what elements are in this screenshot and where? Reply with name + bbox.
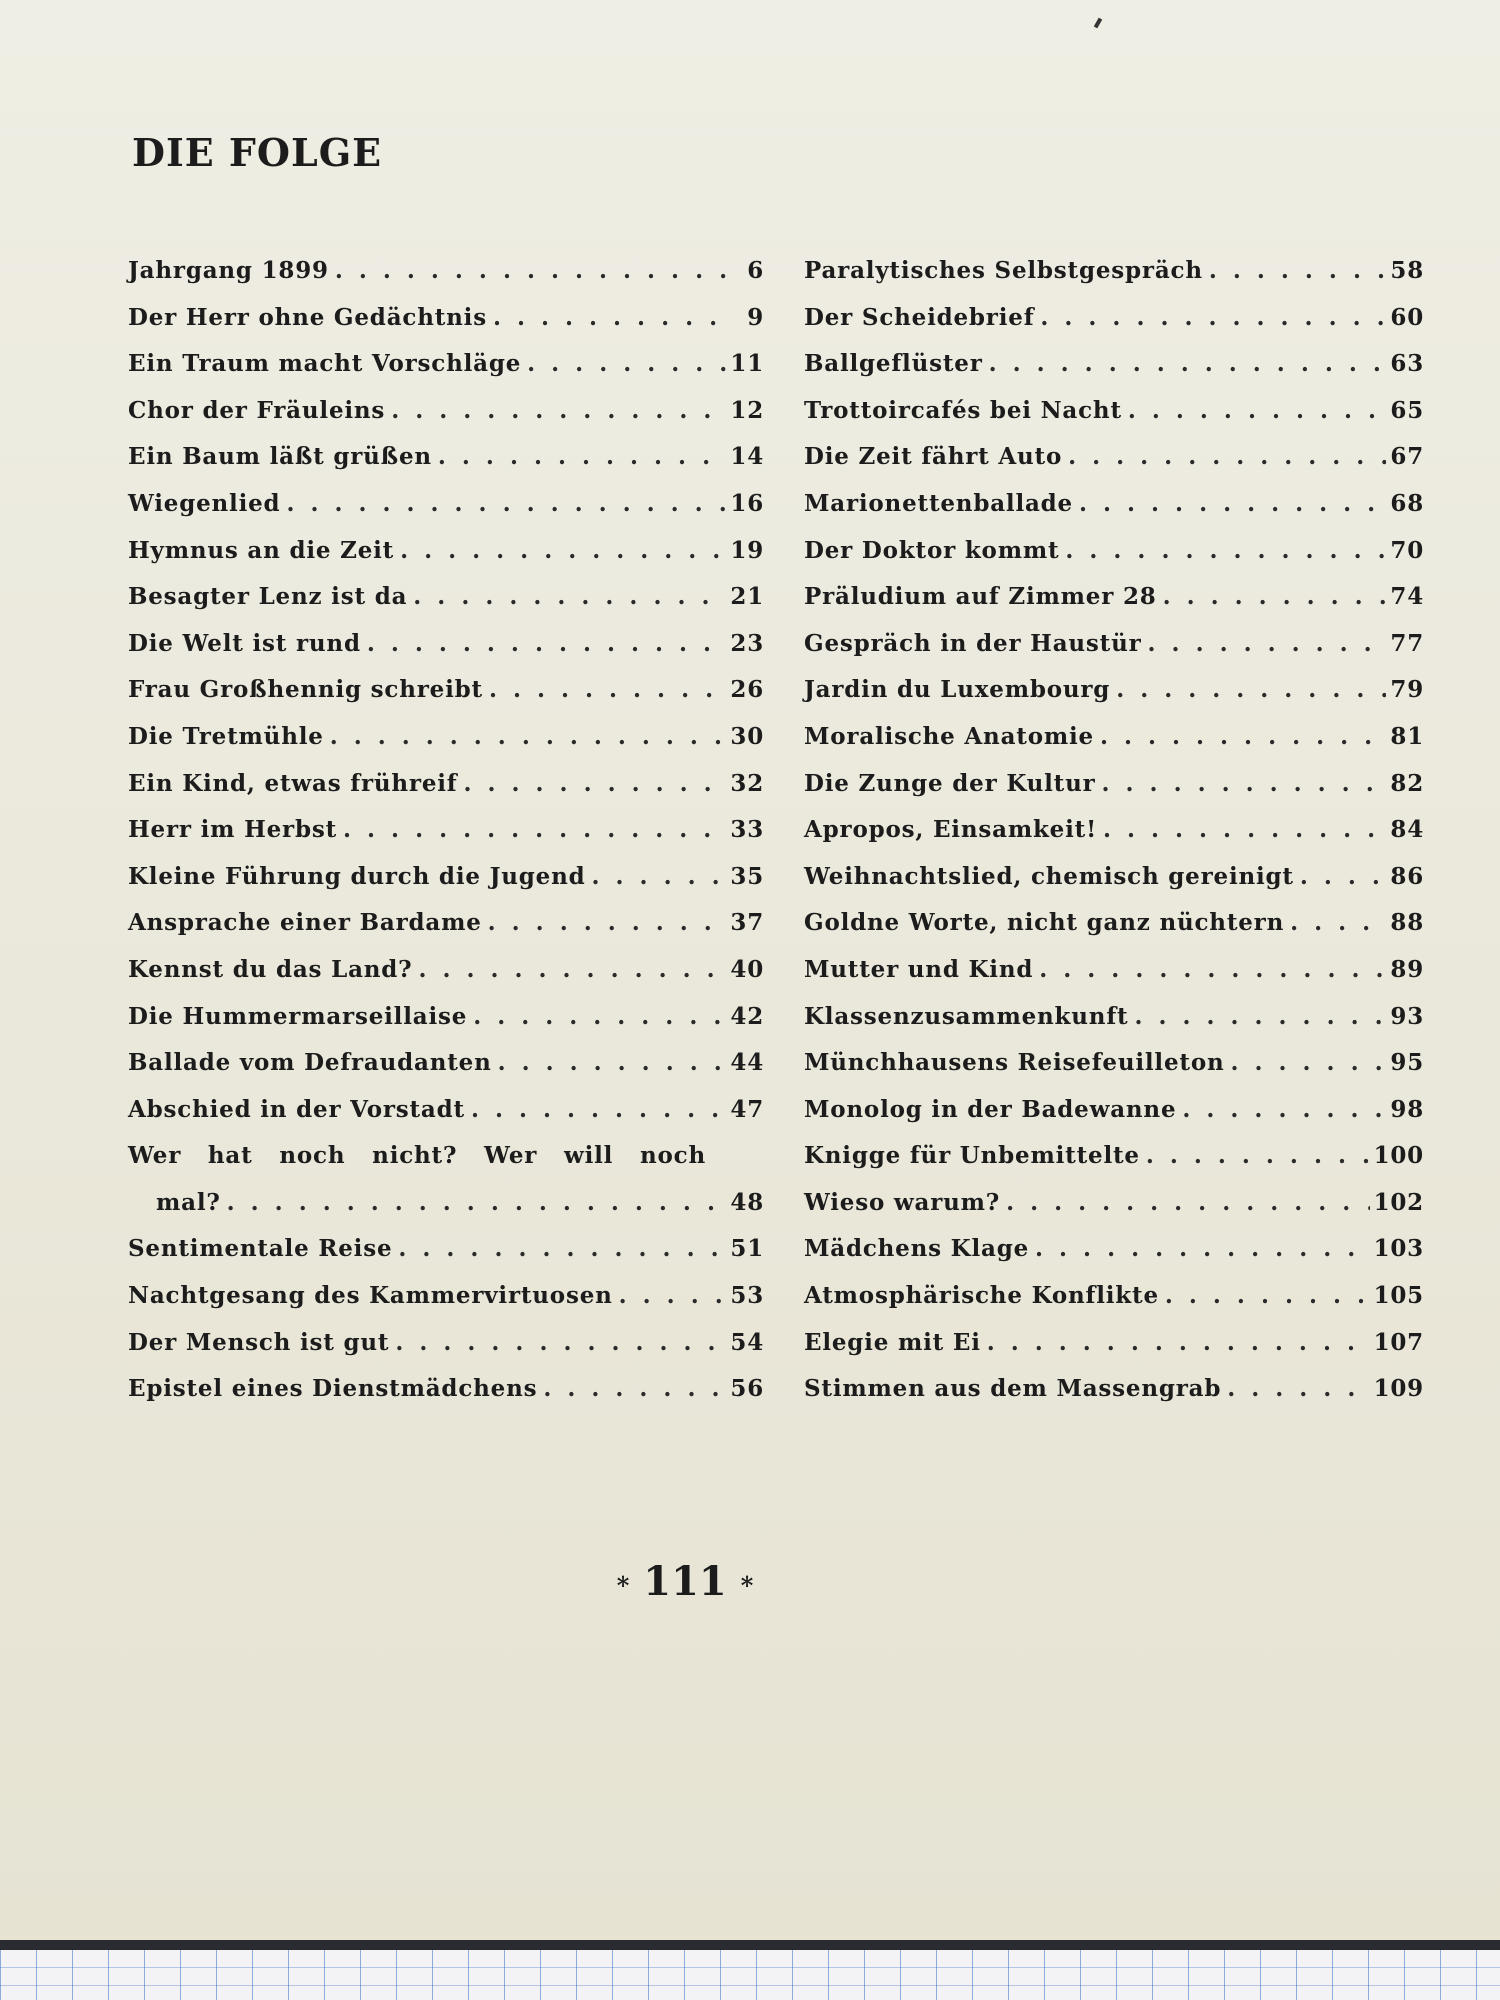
page-title: DIE FOLGE <box>132 130 383 175</box>
toc-entry-page: 32 <box>730 769 764 797</box>
footer-star-left: * <box>616 1570 630 1600</box>
toc-entry-title: Chor der Fräuleins <box>128 396 386 424</box>
toc-entry-page: 26 <box>730 676 764 704</box>
dot-leader <box>280 490 726 517</box>
toc-entry-page: 23 <box>730 629 764 657</box>
toc-entry-page: 98 <box>1390 1095 1424 1123</box>
toc-entry-page: 81 <box>1390 722 1424 750</box>
dot-leader <box>492 1049 727 1076</box>
toc-entry-title: Der Herr ohne Gedächtnis <box>128 303 487 331</box>
toc-entry <box>804 1142 1424 1189</box>
dot-leader <box>487 304 730 331</box>
toc-entry <box>804 630 1424 677</box>
toc-entry-title: Trottoircafés bei Nacht <box>804 396 1122 424</box>
dot-leader <box>1140 1142 1370 1169</box>
toc-entry-page: 107 <box>1373 1328 1424 1356</box>
toc-entry-page: 109 <box>1373 1375 1424 1403</box>
toc-entry-title: Kleine Führung durch die Jugend <box>128 862 586 890</box>
toc-entry <box>128 676 764 723</box>
dot-leader <box>1062 443 1386 470</box>
toc-entry-page: 86 <box>1390 862 1424 890</box>
toc-entry-title: Wiegenlied <box>128 489 281 517</box>
dot-leader <box>1033 956 1386 983</box>
dot-leader <box>1159 1282 1370 1309</box>
toc-entry-page: 89 <box>1390 955 1424 983</box>
toc-entry <box>128 816 764 863</box>
dot-leader <box>1225 1049 1387 1076</box>
toc-entry-page: 40 <box>730 955 764 983</box>
page-number-footer <box>0 1558 1500 1605</box>
toc-entry-title: Hymnus an die Zeit <box>128 536 395 564</box>
toc-entry-page: 47 <box>730 1095 764 1123</box>
toc-entry-page: 51 <box>730 1235 764 1263</box>
toc-entry-title: Mädchens Klage <box>804 1235 1030 1263</box>
toc-entry <box>804 1003 1424 1050</box>
toc-entry <box>128 909 764 956</box>
toc-entry-title: Wieso warum? <box>804 1188 1001 1216</box>
dot-leader <box>394 537 726 564</box>
toc-entry <box>804 723 1424 770</box>
toc-entry-title: Besagter Lenz ist da <box>128 583 408 611</box>
dot-leader <box>1142 630 1387 657</box>
toc-entry-page: 6 <box>747 257 764 284</box>
dot-leader <box>1110 676 1386 703</box>
toc-entry-title: Jahrgang 1899 <box>128 257 329 284</box>
dot-leader <box>1176 1096 1386 1123</box>
toc-entry-title: Paralytisches Selbstgespräch <box>804 257 1203 284</box>
dot-leader <box>521 350 726 377</box>
dot-leader <box>389 1329 726 1356</box>
dot-leader <box>1284 909 1386 936</box>
page-number: 111 <box>643 1558 727 1605</box>
toc-entry <box>128 770 764 817</box>
toc-entry-page: 63 <box>1390 350 1424 378</box>
toc-entry <box>128 863 764 910</box>
toc-entry-title: Knigge für Unbemittelte <box>804 1142 1140 1170</box>
dot-leader <box>586 863 727 890</box>
toc-entry <box>128 397 764 444</box>
toc-entry <box>804 537 1424 584</box>
toc-entry <box>804 909 1424 956</box>
toc-entry-title: Der Scheidebrief <box>804 303 1035 331</box>
toc-entry-title: Elegie mit Ei <box>804 1328 981 1356</box>
pen-mark <box>1094 18 1102 29</box>
dot-leader <box>1034 304 1386 331</box>
toc-entry-page: 58 <box>1390 257 1424 284</box>
toc-entry <box>128 956 764 1003</box>
toc-entry <box>804 1235 1424 1282</box>
footer-star-right: * <box>740 1570 754 1600</box>
toc-entry-page: 33 <box>730 816 764 844</box>
toc-entry <box>804 1375 1424 1422</box>
toc-entry <box>128 1235 764 1282</box>
toc-entry-title: Mutter und Kind <box>804 955 1034 983</box>
toc-entry-title: Die Tretmühle <box>128 722 324 750</box>
dot-leader <box>221 1189 727 1216</box>
dot-leader <box>407 583 726 610</box>
dot-leader <box>613 1282 727 1309</box>
toc-entry <box>128 490 764 537</box>
toc-entry-page: 54 <box>730 1328 764 1356</box>
toc-entry-title: Klassenzusammenkunft <box>804 1002 1129 1030</box>
toc-entry-title: Wer hat noch nicht? Wer will noch <box>128 1142 706 1170</box>
dot-leader <box>1059 537 1386 564</box>
toc-entry-title: Die Zeit fährt Auto <box>804 443 1063 471</box>
toc-entry-page: 93 <box>1390 1002 1424 1030</box>
dot-leader <box>483 676 726 703</box>
toc-entry-page: 103 <box>1373 1235 1424 1263</box>
toc-entry-title: Marionettenballade <box>804 489 1073 517</box>
toc-entry-title: Sentimentale Reise <box>128 1235 393 1263</box>
toc-entry-page: 70 <box>1390 536 1424 564</box>
toc-entry-page: 14 <box>730 443 764 471</box>
dot-leader <box>467 1003 726 1030</box>
dot-leader <box>1094 723 1386 750</box>
toc-entry-title: Epistel eines Dienstmädchens <box>128 1375 538 1403</box>
toc-entry-title: Ein Traum macht Vorschläge <box>128 350 522 378</box>
toc-entry <box>804 863 1424 910</box>
dot-leader <box>361 630 727 657</box>
toc-entry-page: 84 <box>1390 816 1424 844</box>
toc-entry <box>128 1329 764 1376</box>
dot-leader <box>465 1096 726 1123</box>
dot-leader <box>981 1329 1370 1356</box>
dot-leader <box>482 909 727 936</box>
toc-entry-title: Goldne Worte, nicht ganz nüchtern <box>804 909 1285 937</box>
dot-leader <box>324 723 727 750</box>
dot-leader <box>1000 1189 1370 1216</box>
toc-entry-title: Moralische Anatomie <box>804 722 1094 750</box>
toc-entry-page: 30 <box>730 722 764 750</box>
toc-entry-title: Ballgeflüster <box>804 350 983 378</box>
toc-entry-page: 53 <box>730 1282 764 1310</box>
dot-leader <box>1097 816 1386 843</box>
toc-entry-title: Apropos, Einsamkeit! <box>804 816 1097 844</box>
toc-entry <box>804 1189 1424 1236</box>
toc-entry-page: 56 <box>730 1375 764 1403</box>
dot-leader <box>983 350 1387 377</box>
toc-entry <box>804 956 1424 1003</box>
dot-leader <box>412 956 726 983</box>
toc-left-column <box>128 257 764 1422</box>
toc-entry <box>128 1003 764 1050</box>
dot-leader <box>392 1235 726 1262</box>
toc-entry-page: 68 <box>1390 489 1424 517</box>
toc-entry-title: Ansprache einer Bardame <box>128 909 482 937</box>
toc-entry <box>804 1096 1424 1143</box>
toc-entry-page: 67 <box>1390 443 1424 471</box>
toc-entry-page: 65 <box>1390 396 1424 424</box>
toc-entry-page: 60 <box>1390 303 1424 331</box>
toc-entry-title: Stimmen aus dem Massengrab <box>804 1375 1222 1403</box>
toc-entry-page: 44 <box>730 1049 764 1077</box>
toc-entry <box>128 630 764 677</box>
toc-entry-title: Abschied in der Vorstadt <box>128 1095 465 1123</box>
toc-entry-page: 88 <box>1390 909 1424 937</box>
toc-entry-title: Jardin du Luxembourg <box>804 676 1111 704</box>
toc-entry-title: Frau Großhennig schreibt <box>128 676 483 704</box>
toc-entry-page: 77 <box>1390 629 1424 657</box>
toc-entry-page: 19 <box>730 536 764 564</box>
toc-entry-title: Münchhausens Reisefeuilleton <box>804 1049 1225 1077</box>
dot-leader <box>1128 1003 1386 1030</box>
toc-entry-title: Kennst du das Land? <box>128 955 413 983</box>
toc-entry-title: Nachtgesang des Kammervirtuosen <box>128 1282 613 1310</box>
toc-entry-title: Weihnachtslied, chemisch gereinigt <box>804 862 1294 890</box>
toc-entry-title: Monolog in der Badewanne <box>804 1095 1177 1123</box>
dot-leader <box>1157 583 1387 610</box>
toc-entry <box>128 1282 764 1329</box>
toc-entry <box>128 1375 764 1422</box>
toc-entry <box>804 770 1424 817</box>
toc-entry-page: 82 <box>1390 769 1424 797</box>
toc-entry-page: 37 <box>730 909 764 937</box>
graph-paper-strip <box>0 1950 1500 2000</box>
toc-entry <box>804 816 1424 863</box>
toc-entry <box>128 350 764 397</box>
toc-entry-title: Der Doktor kommt <box>804 536 1060 564</box>
toc-entry <box>804 304 1424 351</box>
toc-entry <box>128 537 764 584</box>
toc-entry <box>128 257 764 304</box>
toc-entry-page: 105 <box>1373 1282 1424 1310</box>
toc-entry <box>804 676 1424 723</box>
toc-entry <box>128 1096 764 1143</box>
toc-entry-page: 79 <box>1390 676 1424 704</box>
toc-entry <box>804 583 1424 630</box>
toc-entry-title: Atmosphärische Konflikte <box>804 1282 1159 1310</box>
dot-leader <box>537 1375 726 1402</box>
toc-entry <box>128 723 764 770</box>
toc-entry-page: 21 <box>730 583 764 611</box>
toc-entry <box>804 1049 1424 1096</box>
toc-entry <box>128 583 764 630</box>
dot-leader <box>458 770 727 797</box>
dot-leader <box>337 816 726 843</box>
toc-entry-page: 95 <box>1390 1049 1424 1077</box>
toc-entry-title: Die Hummermarseillaise <box>128 1002 468 1030</box>
toc-entry <box>804 443 1424 490</box>
toc-entry-page: 11 <box>730 350 764 378</box>
toc-entry <box>804 350 1424 397</box>
toc-entry-title: mal? <box>156 1188 221 1216</box>
toc-entry-title: Die Welt ist rund <box>128 629 361 657</box>
toc-entry <box>804 490 1424 537</box>
toc-entry-title: Der Mensch ist gut <box>128 1328 390 1356</box>
toc-entry-title: Ein Baum läßt grüßen <box>128 443 432 471</box>
toc-entry <box>128 1142 764 1189</box>
toc-entry-page: 100 <box>1373 1142 1424 1170</box>
toc-entry-page: 74 <box>1390 583 1424 611</box>
toc-entry <box>804 1329 1424 1376</box>
toc-entry-title: Ballade vom Defraudanten <box>128 1049 492 1077</box>
dot-leader <box>329 257 730 284</box>
toc-entry-continued <box>128 1189 764 1236</box>
toc-entry-title: Präludium auf Zimmer 28 <box>804 583 1157 611</box>
toc-entry <box>128 443 764 490</box>
toc-entry-title: Gespräch in der Haustür <box>804 629 1142 657</box>
toc-entry-title: Ein Kind, etwas frühreif <box>128 769 458 797</box>
toc-entry <box>128 1049 764 1096</box>
toc-entry-page: 16 <box>730 489 764 517</box>
dot-leader <box>1073 490 1386 517</box>
toc-entry <box>804 1282 1424 1329</box>
toc-right-column <box>804 257 1424 1422</box>
toc-entry-page: 35 <box>730 862 764 890</box>
toc-entry-title: Herr im Herbst <box>128 816 338 844</box>
dot-leader <box>1221 1375 1369 1402</box>
dot-leader <box>1096 770 1387 797</box>
toc-entry-page: 9 <box>747 303 764 331</box>
toc-entry-page: 12 <box>730 396 764 424</box>
toc-entry-title: Die Zunge der Kultur <box>804 769 1096 797</box>
dot-leader <box>1122 397 1387 424</box>
toc-entry-page: 102 <box>1373 1188 1424 1216</box>
dot-leader <box>432 443 726 470</box>
dot-leader <box>1203 257 1387 284</box>
dot-leader <box>385 397 726 424</box>
toc-entry <box>804 257 1424 304</box>
dot-leader <box>1294 863 1387 890</box>
toc-entry <box>128 304 764 351</box>
toc-entry <box>804 397 1424 444</box>
dot-leader <box>1029 1235 1370 1262</box>
toc-entry-page: 42 <box>730 1002 764 1030</box>
toc-entry-page: 48 <box>730 1188 764 1216</box>
